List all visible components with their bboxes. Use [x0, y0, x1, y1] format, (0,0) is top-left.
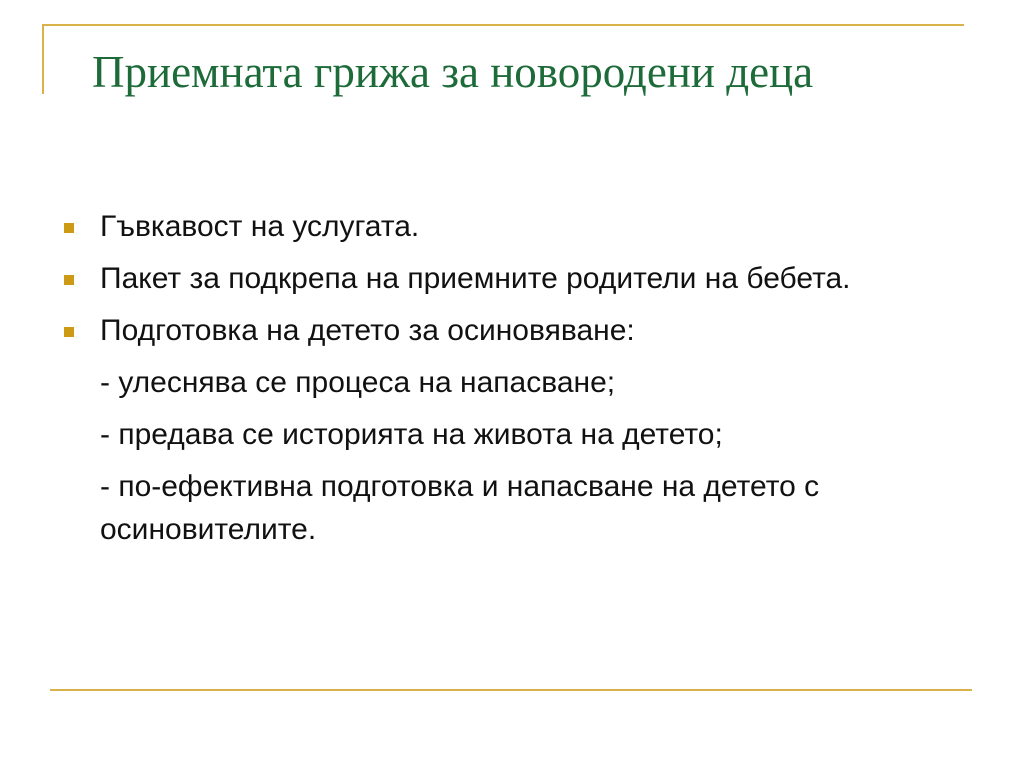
list-item	[64, 205, 944, 248]
list-item	[64, 309, 944, 352]
left-accent-line	[42, 24, 44, 94]
top-accent-line	[42, 24, 964, 26]
sub-list-item	[64, 465, 944, 551]
list-item-text: Пакет за подкрепа на приемните родители на бебета.	[100, 262, 851, 295]
bottom-accent-line	[50, 689, 972, 691]
square-bullet-icon	[64, 275, 74, 285]
sub-list-item	[64, 361, 944, 404]
list-item-text: Подготовка на детето за осиновяване:	[100, 314, 635, 347]
bullet-list	[64, 205, 944, 560]
slide-title: Приемната грижа за новородени деца	[92, 47, 814, 97]
list-item	[64, 257, 944, 300]
list-item-text: Гъвкавост на услугата.	[100, 210, 420, 243]
list-item-text: - по-ефективна подготовка и напасване на детето с осиновителите.	[100, 470, 820, 546]
square-bullet-icon	[64, 223, 74, 233]
list-item-text: - предава се историята на живота на детето;	[100, 418, 723, 451]
list-item-text: - улеснява се процеса на напасване;	[100, 366, 616, 399]
sub-list-item	[64, 413, 944, 456]
square-bullet-icon	[64, 327, 74, 337]
